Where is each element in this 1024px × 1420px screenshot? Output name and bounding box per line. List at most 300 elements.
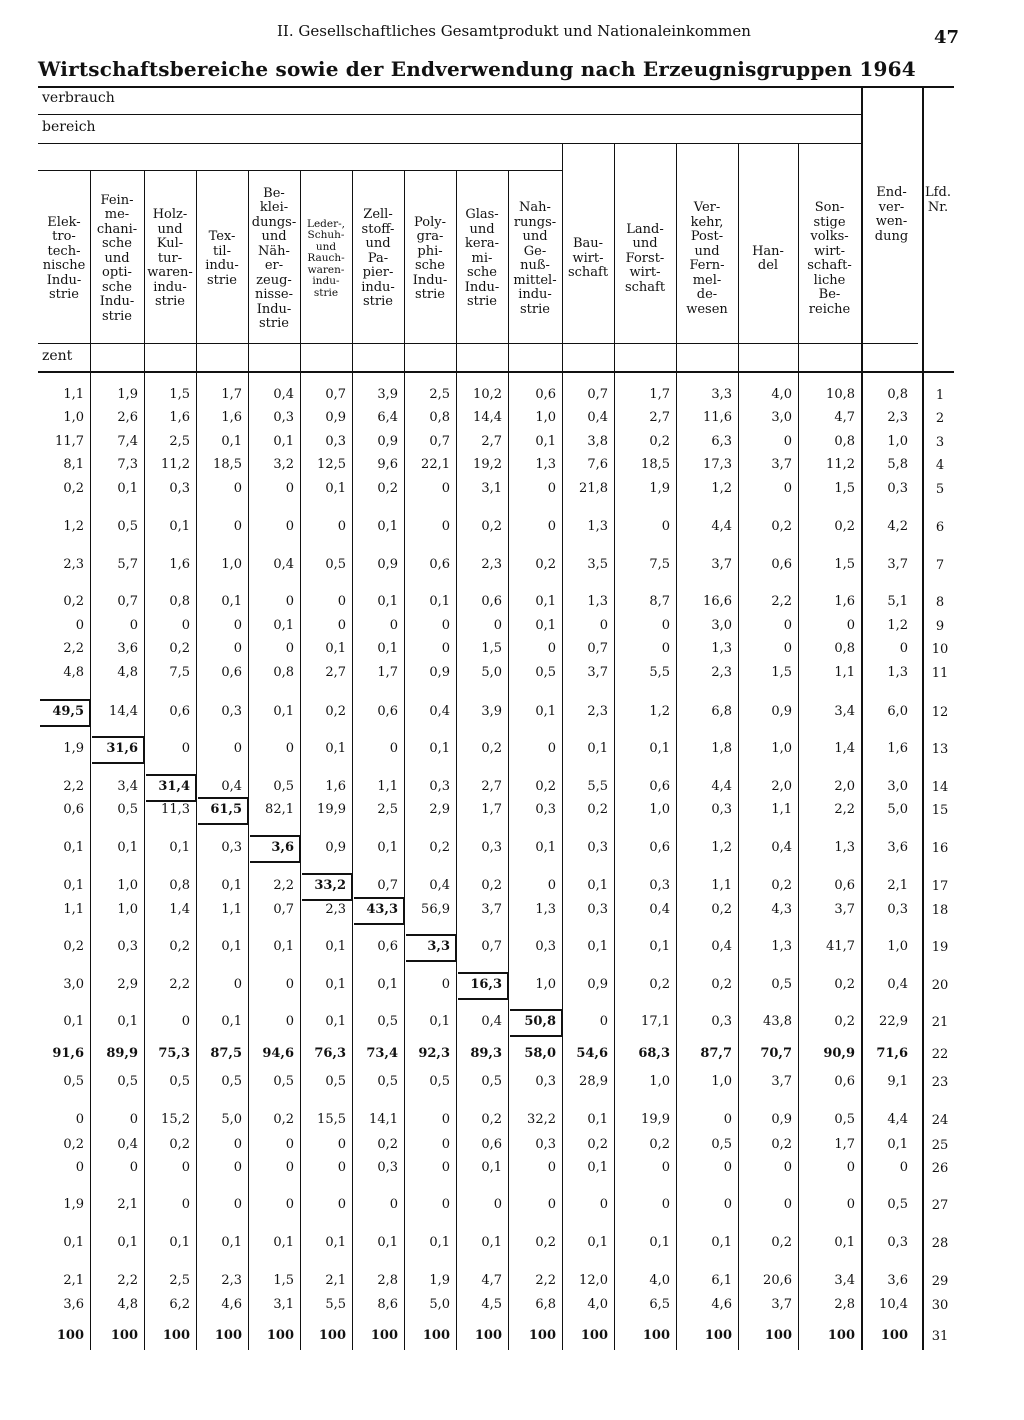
table-cell: 0,2 [377, 1137, 398, 1152]
table-cell: 0,8 [834, 641, 855, 656]
table-cell: 0,2 [587, 1137, 608, 1152]
table-cell: 0,1 [63, 840, 84, 855]
table-cell: 0,1 [535, 434, 556, 449]
table-cell: 22,1 [421, 457, 450, 472]
row-number: 10 [931, 642, 949, 657]
table-cell: 1,6 [834, 594, 855, 609]
table-cell: 0,1 [377, 977, 398, 992]
table-cell: 0,2 [63, 594, 84, 609]
table-cell: 4,6 [221, 1297, 242, 1312]
table-cell: 100 [580, 1328, 608, 1343]
table-cell: 0,1 [587, 741, 608, 756]
table-cell: 0 [337, 1197, 346, 1212]
table-cell: 0,4 [429, 878, 450, 893]
table-cell: 0 [129, 1112, 138, 1127]
row-number: 3 [935, 435, 945, 450]
table-cell: 0,1 [481, 1160, 502, 1175]
table-cell: 1,0 [887, 939, 908, 954]
table-cell: 7,5 [169, 665, 190, 680]
table-cell: 32,2 [527, 1112, 556, 1127]
table-cell: 2,2 [273, 878, 294, 893]
table-cell: 3,7 [481, 902, 502, 917]
table-cell: 14,1 [369, 1112, 398, 1127]
table-cell: 0 [233, 1137, 242, 1152]
table-cell: 2,6 [117, 410, 138, 425]
column-header: Zell- stoff- und Pa- pier- indu- strie [361, 207, 395, 310]
diagonal-box-side [195, 774, 197, 800]
table-cell: 0 [285, 481, 294, 496]
table-cell: 19,2 [473, 457, 502, 472]
table-cell: 3,2 [273, 457, 294, 472]
table-cell: 0,1 [535, 618, 556, 633]
table-cell: 0,3 [887, 1235, 908, 1250]
table-cell: 4,0 [649, 1273, 670, 1288]
table-cell: 0,5 [325, 557, 346, 572]
table-cell: 0,3 [117, 939, 138, 954]
table-cell: 11,7 [55, 434, 84, 449]
table-cell: 1,9 [63, 1197, 84, 1212]
table-cell: 0,2 [587, 802, 608, 817]
table-cell: 89,3 [470, 1046, 502, 1061]
table-cell: 3,7 [887, 557, 908, 572]
table-cell: 0,3 [711, 802, 732, 817]
diagonal-box-top [406, 934, 456, 936]
table-cell: 4,2 [887, 519, 908, 534]
table-cell: 0,1 [63, 1014, 84, 1029]
table-cell: 0,1 [325, 1235, 346, 1250]
table-cell: 2,2 [117, 1273, 138, 1288]
table-cell: 1,6 [169, 410, 190, 425]
row-number: 21 [931, 1015, 949, 1030]
table-cell: 1,0 [535, 410, 556, 425]
table-cell: 0 [783, 481, 792, 496]
table-cell: 0,1 [535, 840, 556, 855]
table-cell: 0 [75, 1160, 84, 1175]
table-cell: 0,2 [649, 977, 670, 992]
table-cell: 6,3 [711, 434, 732, 449]
table-cell: 0,1 [535, 704, 556, 719]
table-cell: 2,2 [535, 1273, 556, 1288]
table-cell: 100 [110, 1328, 138, 1343]
table-cell: 5,0 [481, 665, 502, 680]
table-cell: 0,5 [273, 779, 294, 794]
table-cell: 0,2 [649, 434, 670, 449]
table-cell: 0,8 [834, 434, 855, 449]
row-number: 20 [931, 978, 949, 993]
row-number: 5 [935, 482, 945, 497]
table-cell: 1,0 [711, 1074, 732, 1089]
table-cell: 9,1 [887, 1074, 908, 1089]
table-cell: 0,1 [649, 741, 670, 756]
table-cell: 0 [129, 1160, 138, 1175]
table-cell: 0 [661, 1160, 670, 1175]
column-divider [196, 170, 197, 1350]
table-cell: 100 [318, 1328, 346, 1343]
table-cell: 0,3 [221, 704, 242, 719]
table-cell: 4,4 [711, 519, 732, 534]
table-cell: 1,7 [481, 802, 502, 817]
label-bereich: bereich [42, 119, 96, 135]
table-title: Wirtschaftsbereiche sowie der Endverwendung nach Erzeugnisgruppen 1964 [38, 57, 916, 81]
table-cell: 0,1 [169, 519, 190, 534]
diagonal-box-bottom [354, 923, 404, 925]
table-cell: 0,8 [169, 878, 190, 893]
table-cell: 0 [181, 618, 190, 633]
table-cell: 0,6 [481, 1137, 502, 1152]
table-cell: 0 [233, 641, 242, 656]
table-cell: 0,1 [429, 1014, 450, 1029]
table-cell: 0 [661, 618, 670, 633]
table-cell: 0,2 [63, 481, 84, 496]
table-cell: 8,1 [63, 457, 84, 472]
table-cell: 0 [599, 1014, 608, 1029]
table-cell: 5,5 [587, 779, 608, 794]
table-cell: 0,2 [325, 704, 346, 719]
table-cell: 0,3 [169, 481, 190, 496]
row-number: 15 [931, 803, 949, 818]
diagonal-box-top [146, 774, 196, 776]
table-cell: 16,3 [470, 977, 502, 992]
table-cell: 2,2 [169, 977, 190, 992]
table-cell: 31,6 [106, 741, 138, 756]
table-cell: 0,5 [117, 802, 138, 817]
column-divider [248, 170, 249, 1350]
column-divider [676, 143, 677, 1350]
table-cell: 100 [162, 1328, 190, 1343]
top-rule [38, 86, 954, 88]
table-cell: 0,3 [273, 410, 294, 425]
table-cell: 0 [337, 519, 346, 534]
column-header: Tex- til- indu- strie [205, 229, 239, 288]
table-cell: 3,6 [271, 840, 294, 855]
table-cell: 6,1 [711, 1273, 732, 1288]
table-cell: 1,5 [834, 557, 855, 572]
table-cell: 2,8 [377, 1273, 398, 1288]
table-cell: 11,2 [826, 457, 855, 472]
table-cell: 0,6 [221, 665, 242, 680]
table-cell: 1,9 [117, 387, 138, 402]
table-cell: 0 [783, 618, 792, 633]
table-cell: 14,4 [109, 704, 138, 719]
table-cell: 0 [547, 741, 556, 756]
row-number: 29 [931, 1274, 949, 1289]
table-cell: 0,2 [481, 878, 502, 893]
table-cell: 1,0 [221, 557, 242, 572]
table-cell: 3,7 [834, 902, 855, 917]
table-cell: 4,4 [711, 779, 732, 794]
row-number: 9 [935, 619, 945, 634]
table-cell: 1,3 [834, 840, 855, 855]
table-cell: 0 [233, 618, 242, 633]
row-number: 12 [931, 705, 949, 720]
table-cell: 2,0 [771, 779, 792, 794]
table-cell: 1,3 [587, 594, 608, 609]
diagonal-box-side [89, 699, 91, 725]
table-cell: 3,9 [481, 704, 502, 719]
table-cell: 4,8 [117, 1297, 138, 1312]
table-cell: 0,2 [535, 779, 556, 794]
table-cell: 0 [661, 641, 670, 656]
table-cell: 3,0 [887, 779, 908, 794]
table-cell: 1,4 [169, 902, 190, 917]
table-cell: 2,8 [834, 1297, 855, 1312]
table-cell: 0 [233, 1197, 242, 1212]
row-number: 16 [931, 841, 949, 856]
table-cell: 0,6 [63, 802, 84, 817]
table-cell: 2,3 [587, 704, 608, 719]
table-cell: 0 [899, 641, 908, 656]
table-cell: 0,6 [649, 840, 670, 855]
row-number: 13 [931, 742, 949, 757]
table-cell: 0,9 [377, 557, 398, 572]
table-cell: 2,5 [429, 387, 450, 402]
table-cell: 0 [493, 618, 502, 633]
table-cell: 2,7 [325, 665, 346, 680]
table-cell: 15,5 [317, 1112, 346, 1127]
table-cell: 0 [441, 641, 450, 656]
table-cell: 0,1 [649, 939, 670, 954]
table-cell: 0,1 [221, 939, 242, 954]
table-cell: 28,9 [579, 1074, 608, 1089]
table-cell: 18,5 [641, 457, 670, 472]
table-cell: 0 [547, 641, 556, 656]
table-cell: 6,8 [535, 1297, 556, 1312]
table-cell: 11,6 [703, 410, 732, 425]
table-cell: 0 [547, 519, 556, 534]
diagonal-box-side [247, 797, 249, 823]
table-cell: 1,2 [711, 481, 732, 496]
table-cell: 0,1 [887, 1137, 908, 1152]
column-divider [562, 143, 563, 1350]
table-cell: 2,3 [711, 665, 732, 680]
table-cell: 0,2 [711, 902, 732, 917]
table-cell: 19,9 [641, 1112, 670, 1127]
table-cell: 0 [285, 1137, 294, 1152]
table-cell: 6,5 [649, 1297, 670, 1312]
table-cell: 0,1 [587, 878, 608, 893]
column-header: Land- und Forst- wirt- schaft [624, 221, 666, 295]
table-cell: 1,0 [649, 802, 670, 817]
table-cell: 0,6 [377, 704, 398, 719]
row-number: 28 [931, 1236, 949, 1251]
table-cell: 5,8 [887, 457, 908, 472]
body-top-rule [38, 371, 954, 373]
diagonal-box-top [198, 797, 248, 799]
table-cell: 0,1 [273, 939, 294, 954]
diagonal-box-top [354, 897, 404, 899]
table-cell: 10,8 [826, 387, 855, 402]
table-cell: 20,6 [763, 1273, 792, 1288]
table-cell: 0 [285, 1014, 294, 1029]
table-cell: 5,5 [325, 1297, 346, 1312]
diagonal-box-bottom [302, 899, 352, 901]
table-cell: 0,7 [273, 902, 294, 917]
table-cell: 2,3 [63, 557, 84, 572]
column-header: Be- klei- dungs- und Näh- er- zeug- nisse- Indu- strie [251, 185, 297, 331]
table-cell: 3,4 [834, 1273, 855, 1288]
table-cell: 0,9 [771, 1112, 792, 1127]
table-cell: 1,6 [325, 779, 346, 794]
table-cell: 0,4 [711, 939, 732, 954]
table-cell: 0,2 [273, 1112, 294, 1127]
table-cell: 1,4 [834, 741, 855, 756]
table-cell: 0,1 [117, 1235, 138, 1250]
table-cell: 0,8 [429, 410, 450, 425]
table-cell: 8,6 [377, 1297, 398, 1312]
table-cell: 22,9 [879, 1014, 908, 1029]
table-cell: 0,1 [711, 1235, 732, 1250]
column-divider [352, 170, 353, 1350]
table-cell: 0 [441, 1197, 450, 1212]
table-cell: 7,5 [649, 557, 670, 572]
table-cell: 4,0 [587, 1297, 608, 1312]
table-cell: 4,8 [117, 665, 138, 680]
table-cell: 0,5 [169, 1074, 190, 1089]
table-cell: 58,0 [524, 1046, 556, 1061]
table-cell: 0 [285, 594, 294, 609]
table-cell: 0 [181, 1197, 190, 1212]
table-cell: 1,7 [834, 1137, 855, 1152]
table-cell: 0,6 [377, 939, 398, 954]
row-number: 7 [935, 558, 945, 573]
table-cell: 100 [642, 1328, 670, 1343]
table-cell: 0,2 [63, 1137, 84, 1152]
table-cell: 1,7 [649, 387, 670, 402]
table-cell: 7,6 [587, 457, 608, 472]
table-cell: 0,5 [887, 1197, 908, 1212]
table-cell: 0,4 [429, 704, 450, 719]
column-divider [456, 170, 457, 1350]
table-cell: 3,0 [711, 618, 732, 633]
table-cell: 0,1 [377, 519, 398, 534]
table-cell: 2,3 [221, 1273, 242, 1288]
table-cell: 2,5 [377, 802, 398, 817]
table-cell: 89,9 [106, 1046, 138, 1061]
table-cell: 3,3 [711, 387, 732, 402]
running-head: II. Gesellschaftliches Gesamtprodukt und Nationaleinkommen [277, 22, 751, 40]
table-cell: 43,3 [366, 902, 398, 917]
table-cell: 49,5 [52, 704, 84, 719]
table-cell: 70,7 [760, 1046, 792, 1061]
table-cell: 0,1 [429, 594, 450, 609]
table-cell: 18,5 [213, 457, 242, 472]
table-cell: 0,5 [273, 1074, 294, 1089]
table-cell: 0,1 [221, 1014, 242, 1029]
table-cell: 0,5 [325, 1074, 346, 1089]
table-cell: 0,1 [377, 641, 398, 656]
table-cell: 94,6 [262, 1046, 294, 1061]
table-cell: 61,5 [210, 802, 242, 817]
table-cell: 0,6 [834, 1074, 855, 1089]
table-cell: 1,0 [63, 410, 84, 425]
table-cell: 0,3 [887, 902, 908, 917]
table-cell: 1,0 [771, 741, 792, 756]
column-header: Son- stige volks- wirt- schaft- liche Be- reiche [807, 200, 852, 317]
table-cell: 3,4 [117, 779, 138, 794]
table-cell: 2,1 [117, 1197, 138, 1212]
table-cell: 0,1 [325, 741, 346, 756]
column-divider [798, 143, 799, 1350]
table-cell: 0 [493, 1197, 502, 1212]
table-cell: 1,3 [535, 902, 556, 917]
table-cell: 100 [704, 1328, 732, 1343]
table-cell: 6,2 [169, 1297, 190, 1312]
table-cell: 0,1 [587, 1112, 608, 1127]
table-cell: 0,2 [834, 519, 855, 534]
table-cell: 0,9 [771, 704, 792, 719]
table-cell: 0 [599, 1197, 608, 1212]
table-cell: 3,7 [587, 665, 608, 680]
table-cell: 3,6 [63, 1297, 84, 1312]
table-cell: 0 [181, 1160, 190, 1175]
table-cell: 7,3 [117, 457, 138, 472]
table-cell: 50,8 [524, 1014, 556, 1029]
diagonal-box-bottom [40, 725, 90, 727]
table-cell: 0 [846, 1197, 855, 1212]
table-cell: 0,2 [481, 519, 502, 534]
table-cell: 0,4 [481, 1014, 502, 1029]
table-cell: 3,5 [587, 557, 608, 572]
table-cell: 0 [441, 977, 450, 992]
table-cell: 0 [661, 519, 670, 534]
table-cell: 3,6 [887, 840, 908, 855]
diagonal-box-side [455, 934, 457, 960]
table-cell: 2,3 [887, 410, 908, 425]
table-cell: 100 [266, 1328, 294, 1343]
table-cell: 1,6 [169, 557, 190, 572]
table-cell: 0 [723, 1197, 732, 1212]
table-cell: 16,6 [703, 594, 732, 609]
table-cell: 0,5 [377, 1014, 398, 1029]
table-cell: 0,3 [587, 840, 608, 855]
table-cell: 0 [599, 618, 608, 633]
table-cell: 0,6 [771, 557, 792, 572]
table-cell: 3,9 [377, 387, 398, 402]
table-cell: 0,1 [377, 840, 398, 855]
row-number: 18 [931, 903, 949, 918]
table-cell: 0 [783, 1160, 792, 1175]
table-cell: 17,1 [641, 1014, 670, 1029]
table-cell: 0 [233, 481, 242, 496]
table-cell: 0,8 [273, 665, 294, 680]
table-cell: 2,3 [481, 557, 502, 572]
table-cell: 0,2 [169, 1137, 190, 1152]
table-cell: 3,7 [771, 1297, 792, 1312]
table-cell: 5,1 [887, 594, 908, 609]
table-cell: 100 [764, 1328, 792, 1343]
table-cell: 0,2 [377, 481, 398, 496]
table-cell: 12,5 [317, 457, 346, 472]
table-cell: 0,1 [325, 641, 346, 656]
column-header: Nah- rungs- und Ge- nuß- mittel- indu- strie [513, 200, 557, 317]
table-cell: 1,5 [273, 1273, 294, 1288]
table-cell: 0,6 [429, 557, 450, 572]
table-cell: 0,4 [649, 902, 670, 917]
row-number: 30 [931, 1298, 949, 1313]
table-cell: 1,5 [481, 641, 502, 656]
table-cell: 0,7 [377, 878, 398, 893]
column-header: Elek- tro- tech- nische Indu- strie [42, 214, 86, 302]
table-cell: 2,5 [169, 434, 190, 449]
table-cell: 1,1 [834, 665, 855, 680]
table-cell: 10,4 [879, 1297, 908, 1312]
table-cell: 2,1 [63, 1273, 84, 1288]
row-number: 27 [931, 1198, 949, 1213]
table-cell: 1,1 [63, 902, 84, 917]
table-cell: 0,9 [429, 665, 450, 680]
table-cell: 100 [56, 1328, 84, 1343]
table-cell: 0 [783, 641, 792, 656]
